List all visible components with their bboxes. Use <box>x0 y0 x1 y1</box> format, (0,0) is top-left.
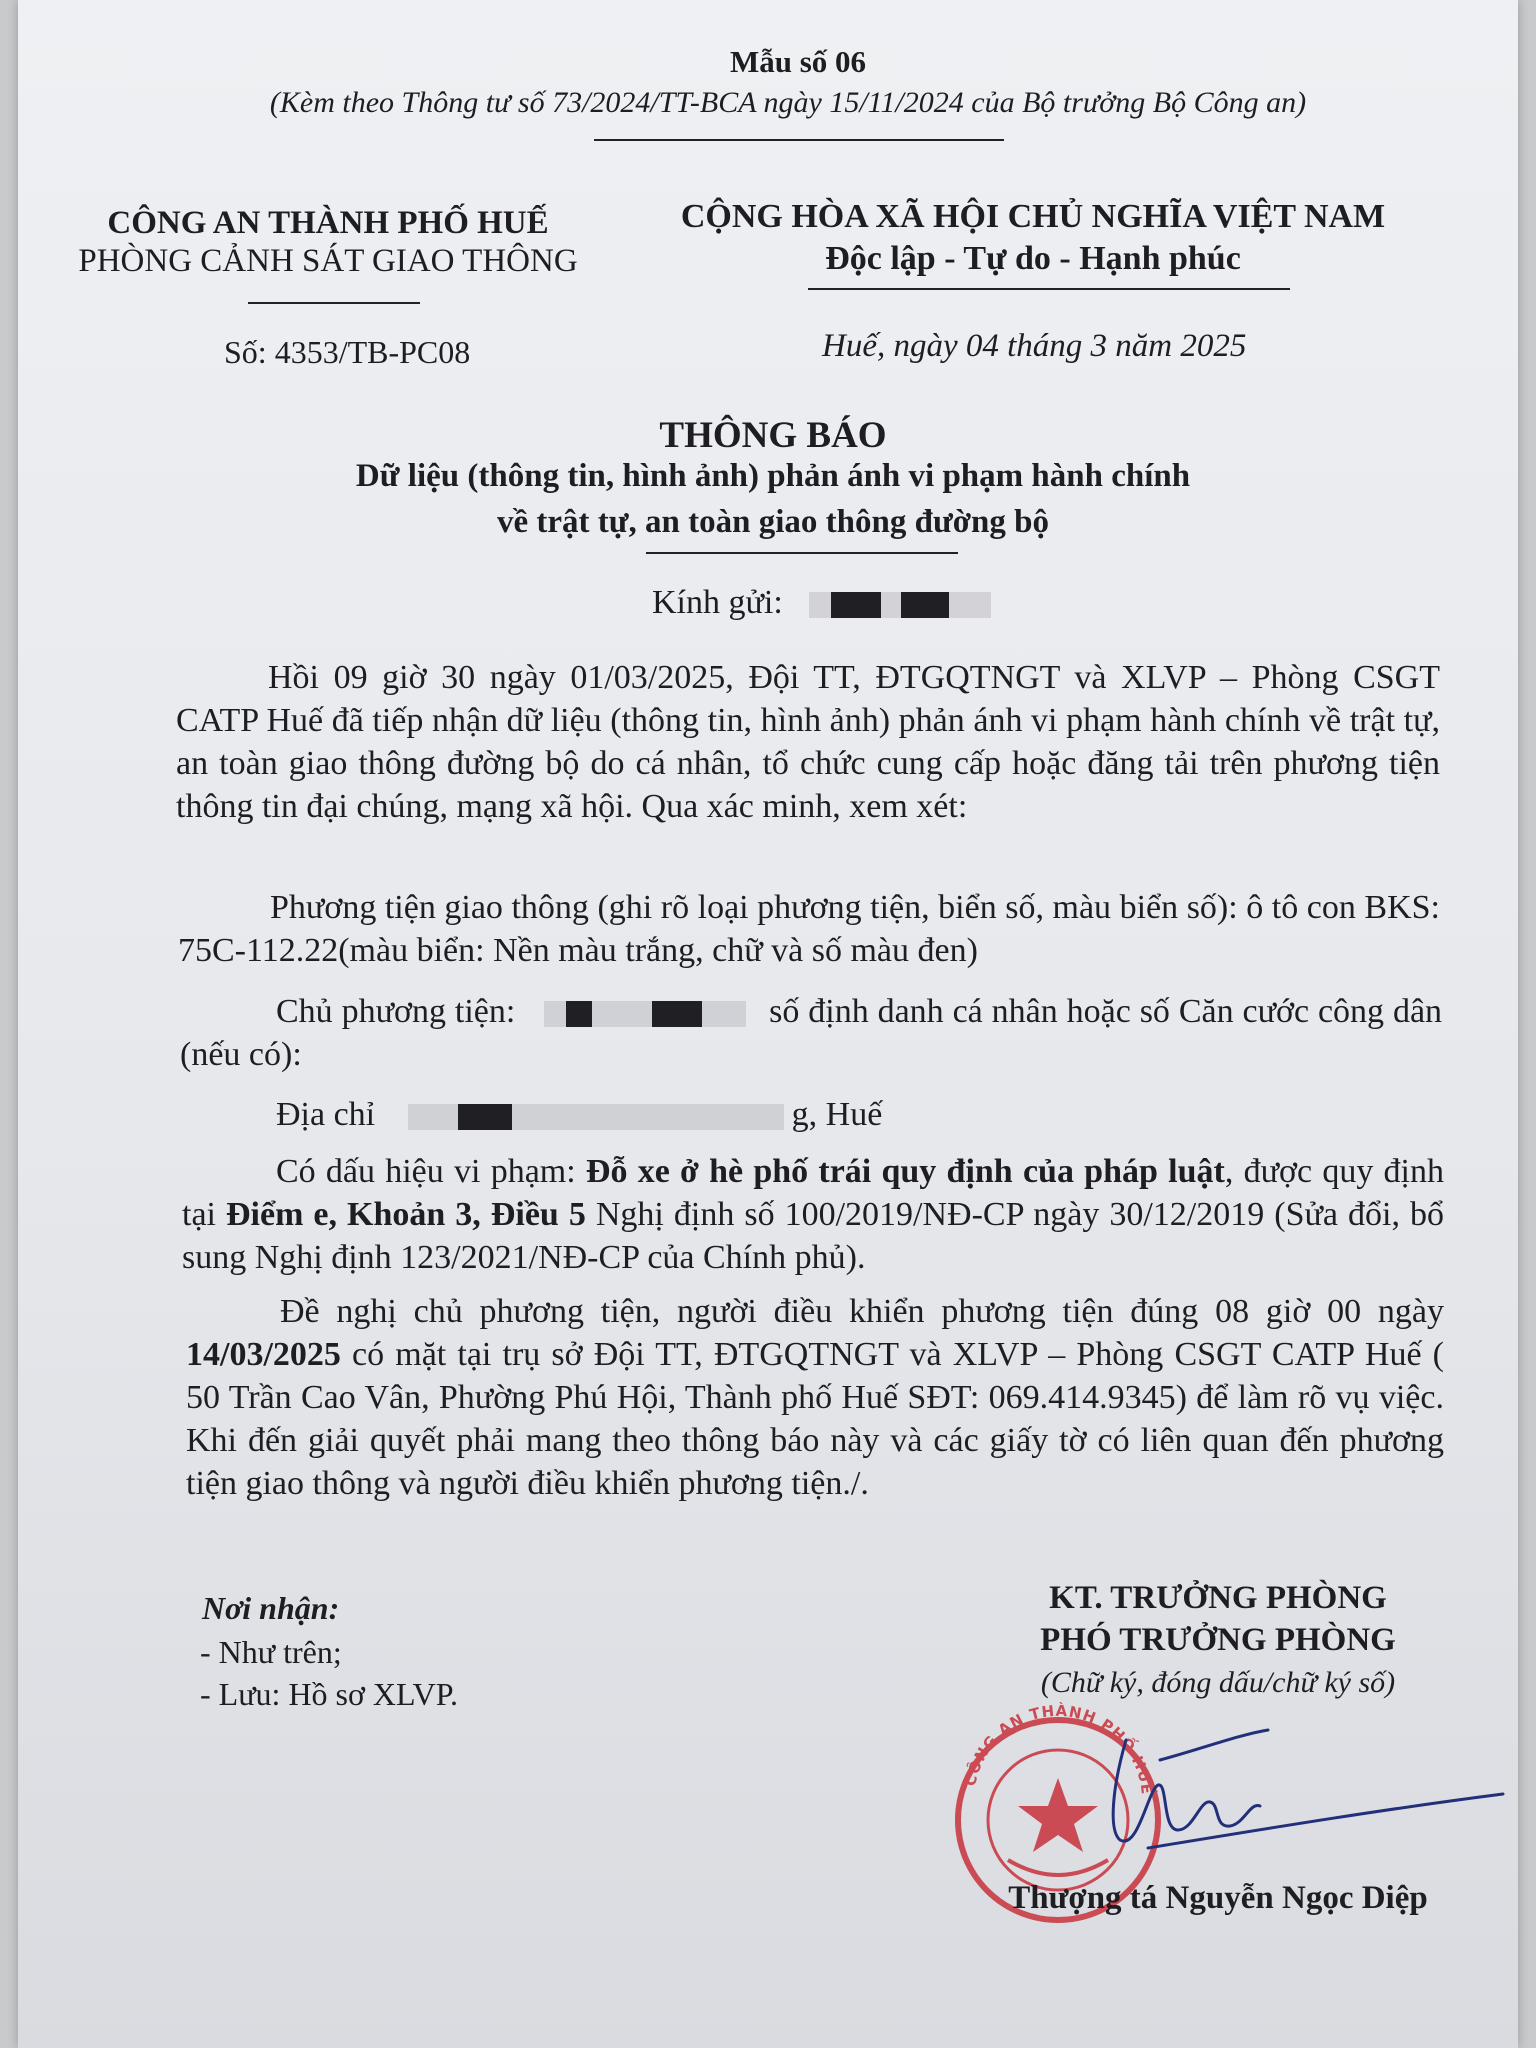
handwritten-signature <box>1113 1730 1503 1848</box>
stamp-text: CÔNG AN THÀNH PHỐ HUẾ <box>961 1701 1156 1796</box>
title-rule <box>646 552 958 554</box>
nation-motto: Độc lập - Tự do - Hạnh phúc <box>825 240 1241 277</box>
document-page <box>18 0 1518 2048</box>
signer-name: Thượng tá Nguyễn Ngọc Diệp <box>1008 1880 1428 1916</box>
document-date: Huế, ngày 04 tháng 3 năm 2025 <box>822 328 1247 364</box>
document-subtitle-1: Dữ liệu (thông tin, hình ảnh) phản ánh vi phạm hành chính <box>355 458 1191 494</box>
redaction <box>831 592 881 618</box>
request-suffix: có mặt tại trụ sở Đội TT, ĐTGQTNGT và XLVP – Phòng CSGT CATP Huế ( 50 Trần Cao Vân, Phường Phú Hội, Thành phố Huế SĐT: 069.414.9345) để làm rõ vụ việc. Khi đến giải quyết phải mang theo thông báo này và các giấy tờ có liên quan đến phương tiện giao thông và người điều khiển phương tiện./. <box>186 1336 1444 1502</box>
redaction <box>702 1001 746 1027</box>
violation-prefix: Có dấu hiệu vi phạm: <box>276 1153 586 1190</box>
signature-note: (Chữ ký, đóng dấu/chữ ký số) <box>1040 1666 1396 1699</box>
header-rule <box>594 139 1004 141</box>
agency-department: PHÒNG CẢNH SÁT GIAO THÔNG <box>78 243 578 279</box>
recipients-item: - Như trên; <box>200 1634 342 1670</box>
paragraph-1-text: Hồi 09 giờ 30 ngày 01/03/2025, Đội TT, ĐTGQTNGT và XLVP – Phòng CSGT CATP Huế đã tiếp nhận dữ liệu (thông tin, hình ảnh) phản ánh vi phạm hành chính về trật tự, an toàn giao thông đường bộ do cá nhân, tổ chức cung cấp hoặc đăng tải trên phương tiện thông tin đại chúng, mạng xã hội. Qua xác minh, xem xét: <box>176 659 1440 825</box>
redaction <box>881 592 901 618</box>
paragraph-request <box>186 1290 1444 1505</box>
redaction <box>592 1001 652 1027</box>
nation-rule <box>808 288 1290 290</box>
redaction <box>949 592 991 618</box>
request-date: 14/03/2025 <box>186 1336 341 1373</box>
svg-text:CÔNG AN THÀNH PHỐ HUẾ <box>961 1701 1159 1796</box>
stamp-star-icon <box>1018 1778 1098 1852</box>
redaction <box>512 1104 784 1130</box>
violation-reference: Điểm e, Khoản 3, Điều 5 <box>226 1196 586 1233</box>
agency-name: CÔNG AN THÀNH PHỐ HUẾ <box>107 205 549 241</box>
recipient-line <box>652 584 991 622</box>
form-number: Mẫu số 06 <box>729 44 867 79</box>
owner-rest: số định danh cá nhân hoặc số Căn cước công dân (nếu có): <box>180 993 1443 1073</box>
recipient-label: Kính gửi: <box>652 584 783 621</box>
signature-title-1: KT. TRƯỞNG PHÒNG <box>1049 1580 1387 1616</box>
request-prefix: Đề nghị chủ phương tiện, người điều khiển phương tiện đúng 08 giờ 00 ngày <box>280 1293 1444 1330</box>
paragraph-owner <box>180 990 1442 1076</box>
redaction <box>408 1104 458 1130</box>
redaction <box>809 592 831 618</box>
address-line <box>276 1096 882 1134</box>
redaction <box>458 1104 512 1130</box>
redaction <box>652 1001 702 1027</box>
redaction <box>901 592 949 618</box>
address-label: Địa chỉ <box>276 1096 376 1133</box>
signature-title-2: PHÓ TRƯỞNG PHÒNG <box>1040 1622 1396 1658</box>
redaction <box>544 1001 566 1027</box>
owner-label: Chủ phương tiện: <box>276 993 516 1030</box>
violation-description: Đỗ xe ở hè phố trái quy định của pháp luật <box>585 1153 1225 1190</box>
paragraph-vehicle-text: Phương tiện giao thông (ghi rõ loại phương tiện, biển số, màu biển số): ô tô con BKS: 75C-112.22(màu biển: Nền màu trắng, chữ và số màu đen) <box>178 889 1440 969</box>
paragraph-vehicle <box>178 886 1440 972</box>
form-attached-note: (Kèm theo Thông tư số 73/2024/TT-BCA ngày 15/11/2024 của Bộ trưởng Bộ Công an) <box>269 86 1307 119</box>
nation-title: CỘNG HÒA XÃ HỘI CHỦ NGHĨA VIỆT NAM <box>680 198 1386 235</box>
recipients-title: Nơi nhận: <box>202 1590 340 1626</box>
agency-rule <box>248 302 420 304</box>
document-number: Số: 4353/TB-PC08 <box>224 334 471 370</box>
document-subtitle-2: về trật tự, an toàn giao thông đường bộ <box>496 504 1049 540</box>
paragraph-violation <box>182 1150 1444 1279</box>
violation-suffix: Nghị định số 100/2019/NĐ-CP ngày 30/12/2019 (Sửa đổi, bổ sung Nghị định 123/2021/NĐ-CP của Chính phủ). <box>182 1196 1444 1276</box>
recipients-item: - Lưu: Hồ sơ XLVP. <box>200 1676 458 1712</box>
violation-mid: , được quy định tại <box>182 1153 1444 1233</box>
paragraph-1 <box>176 656 1440 828</box>
address-tail: g, Huế <box>791 1096 883 1133</box>
document-title: THÔNG BÁO <box>659 415 887 456</box>
redaction <box>566 1001 592 1027</box>
